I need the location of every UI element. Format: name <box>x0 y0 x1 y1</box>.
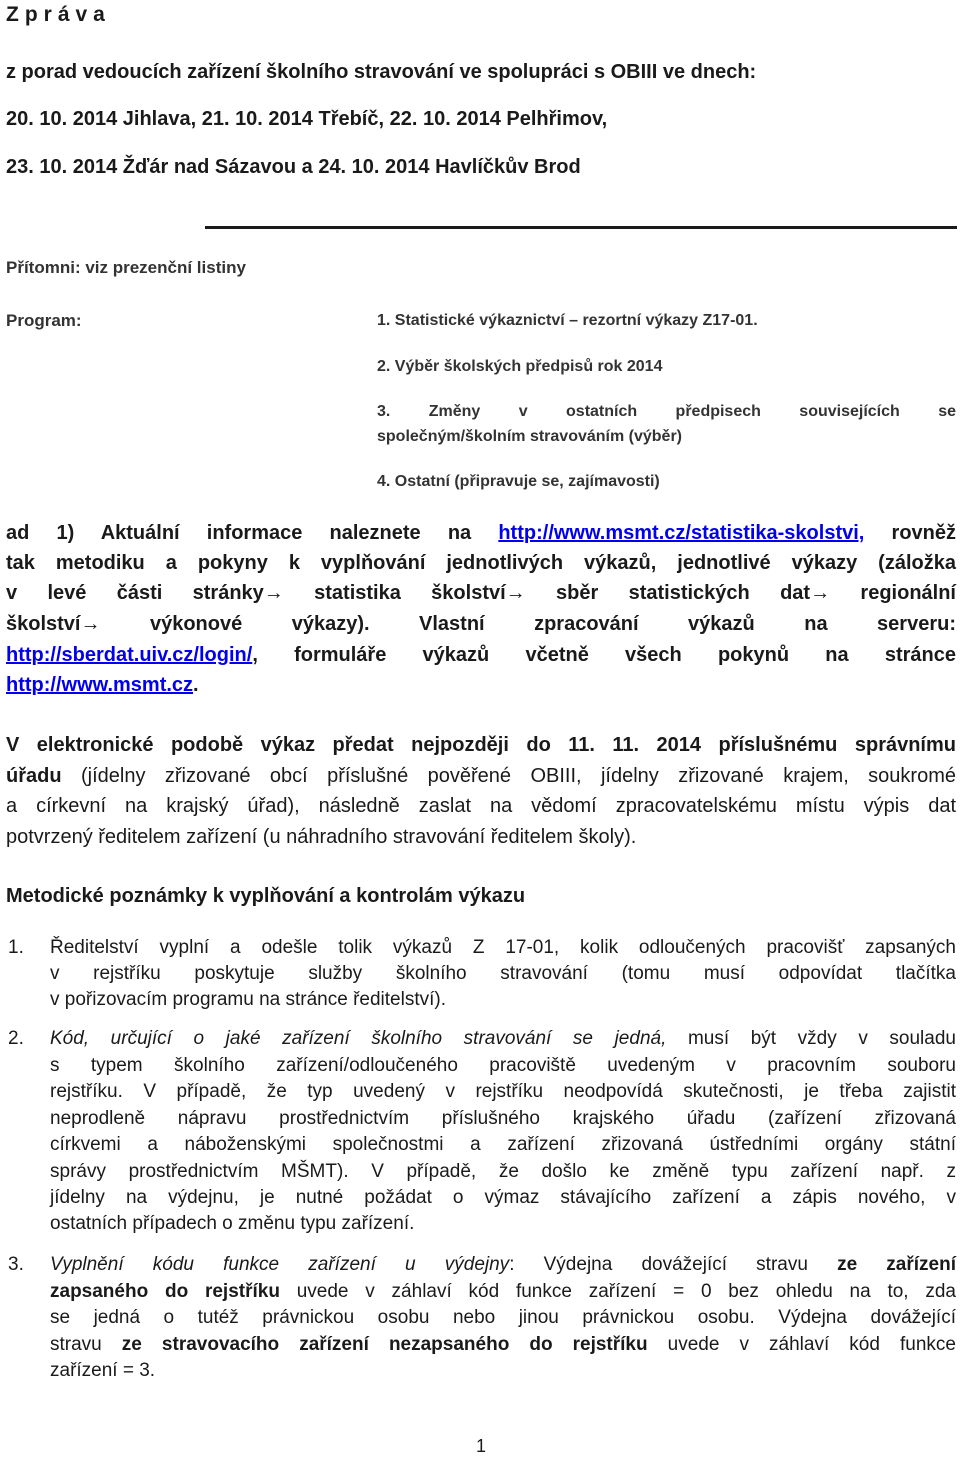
note-2-line-6: správy prostřednictvím MŠMT). V případě, že došlo ke změně typu zařízení např. z <box>50 1161 956 1182</box>
note-3-italic: Vyplnění kódu funkce zařízení u výdejny <box>50 1254 510 1275</box>
ad1-line-6 <box>6 673 199 697</box>
attendance-line: Přítomni: viz prezenční listiny <box>6 258 246 277</box>
note-3-line-3: se jedná o tutéž právnickou osobu nebo jinou právnickou osobu. Výdejna dovážející <box>50 1307 956 1328</box>
note-1-number: 1. <box>8 937 24 958</box>
note-3-line-4 <box>50 1333 956 1357</box>
note-2-line-2: s typem školního zařízení/odloučeného pracoviště uvedeným v pracovním souboru <box>50 1055 956 1076</box>
note-1-line-3: v pořizovacím programu na stránce ředitelství). <box>50 989 446 1010</box>
note-3-number: 3. <box>8 1254 24 1275</box>
ad1-tail: rovněž <box>891 522 956 544</box>
deadline-line-3: a církevní na krajský úřad), následně zaslat na vědomí zpracovatelskému místu výpis dat <box>6 795 956 817</box>
deadline-office: úřadu <box>6 765 62 787</box>
note-2-line-8: ostatních případech o změnu typu zařízení. <box>50 1213 415 1234</box>
ad1-line-2: tak metodiku a pokyny k vyplňování jednotlivých výkazů, jednotlivé výkazy (záložka <box>6 552 956 574</box>
sberdat-link[interactable]: http://sberdat.uiv.cz/login/ <box>6 644 253 666</box>
program-label: Program: <box>6 311 82 330</box>
ad1-line-6-dot: . <box>193 674 199 696</box>
msmt-statistika-link[interactable]: http://www.msmt.cz/statistika-skolstvi, <box>498 522 865 544</box>
note-3-line-1-bold: ze zařízení <box>837 1254 957 1275</box>
deadline-line-1: V elektronické podobě výkaz předat nejpozději do 11. 11. 2014 příslušnému správnímu <box>6 734 956 756</box>
note-1-line-1: Ředitelství vyplní a odešle tolik výkazů Z 17-01, kolik odloučených pracovišť zapsaných <box>50 937 956 958</box>
note-3-line-4-bold: ze stravovacího zařízení nezapsaného do rejstříku <box>121 1334 648 1355</box>
note-2-line-3: rejstříku. V případě, že typ uvedený v rejstříku neodpovídá skutečnosti, je třeba zajistit <box>50 1081 956 1102</box>
program-item-3-cont: společným/školním stravováním (výběr) <box>377 428 682 445</box>
program-item-2: 2. Výběr školských předpisů rok 2014 <box>377 358 663 375</box>
msmt-link[interactable]: http://www.msmt.cz <box>6 674 194 696</box>
note-3-line-4-text: uvede v záhlaví kód funkce <box>647 1334 956 1355</box>
heading-line-1: z porad vedoucích zařízení školního stravování ve spolupráci s OBIII ve dnech: <box>6 61 757 83</box>
horizontal-rule <box>205 226 957 229</box>
deadline-line-2-text: (jídelny zřizované obcí příslušné pověřené OBIII, jídelny zřizované krajem, soukromé <box>61 765 956 787</box>
heading-line-2: 20. 10. 2014 Jihlava, 21. 10. 2014 Třebíč, 22. 10. 2014 Pelhřimov, <box>6 108 608 130</box>
page-number: 1 <box>476 1436 487 1456</box>
ad1-line-4: školství→ výkonové výkazy). Vlastní zpracování výkazů na serveru: <box>6 613 956 635</box>
note-3-line-1-text: : Výdejna dovážející stravu <box>509 1254 838 1275</box>
note-2-line-1 <box>50 1027 956 1051</box>
note-3-line-2-bold: zapsaného do rejstříku <box>50 1281 280 1302</box>
deadline-line-4: potvrzený ředitelem zařízení (u náhradního stravování ředitelem školy). <box>6 826 637 848</box>
ad1-line-5-text: , formuláře výkazů včetně všech pokynů na stránce <box>252 644 956 666</box>
note-3-line-2-text: uvede v záhlaví kód funkce zařízení = 0 bez ohledu na to, zda <box>279 1281 956 1302</box>
ad1-line-3: v levé části stránky→ statistika školství→ sběr statistických dat→ regionální <box>6 582 956 604</box>
document-title: Zpráva <box>6 3 111 26</box>
ad1-line-1 <box>6 521 956 545</box>
note-1-line-2: v rejstříku poskytuje služby školního stravování (tomu musí odpovídat tlačítka <box>50 963 956 984</box>
note-2-number: 2. <box>8 1028 24 1049</box>
note-3-line-5: zařízení = 3. <box>50 1360 156 1381</box>
note-2-line-4: neprodleně nápravu prostřednictvím příslušného krajského úřadu (zařízení zřizovaná <box>50 1108 956 1129</box>
ad1-text: ad 1) Aktuální informace naleznete na <box>6 522 472 544</box>
note-2-line-1-text: musí být vždy v souladu <box>666 1028 956 1049</box>
notes-heading: Metodické poznámky k vyplňování a kontrolám výkazu <box>6 885 526 907</box>
note-2-line-5: církvemi a náboženskými společnostmi a zařízení zřizovaná ústředními orgány státní <box>50 1134 956 1155</box>
note-3-line-4-a: stravu <box>50 1334 122 1355</box>
heading-line-3: 23. 10. 2014 Žďár nad Sázavou a 24. 10. 2014 Havlíčkův Brod <box>6 156 581 178</box>
note-2-line-7: jídelny na výdejnu, je nutné požádat o výmaz stávajícího zařízení a zápis nového, v <box>50 1187 956 1208</box>
ad1-line-5 <box>6 643 956 667</box>
deadline-line-2 <box>6 764 956 788</box>
note-3-line-2 <box>50 1280 956 1304</box>
program-item-3: 3. Změny v ostatních předpisech souvisejících se <box>377 403 956 420</box>
program-item-4: 4. Ostatní (připravuje se, zajímavosti) <box>377 473 660 490</box>
program-item-1: 1. Statistické výkaznictví – rezortní výkazy Z17-01. <box>377 312 758 329</box>
note-2-italic: Kód, určující o jaké zařízení školního stravování se jedná, <box>50 1028 667 1049</box>
note-3-line-1 <box>50 1253 956 1277</box>
